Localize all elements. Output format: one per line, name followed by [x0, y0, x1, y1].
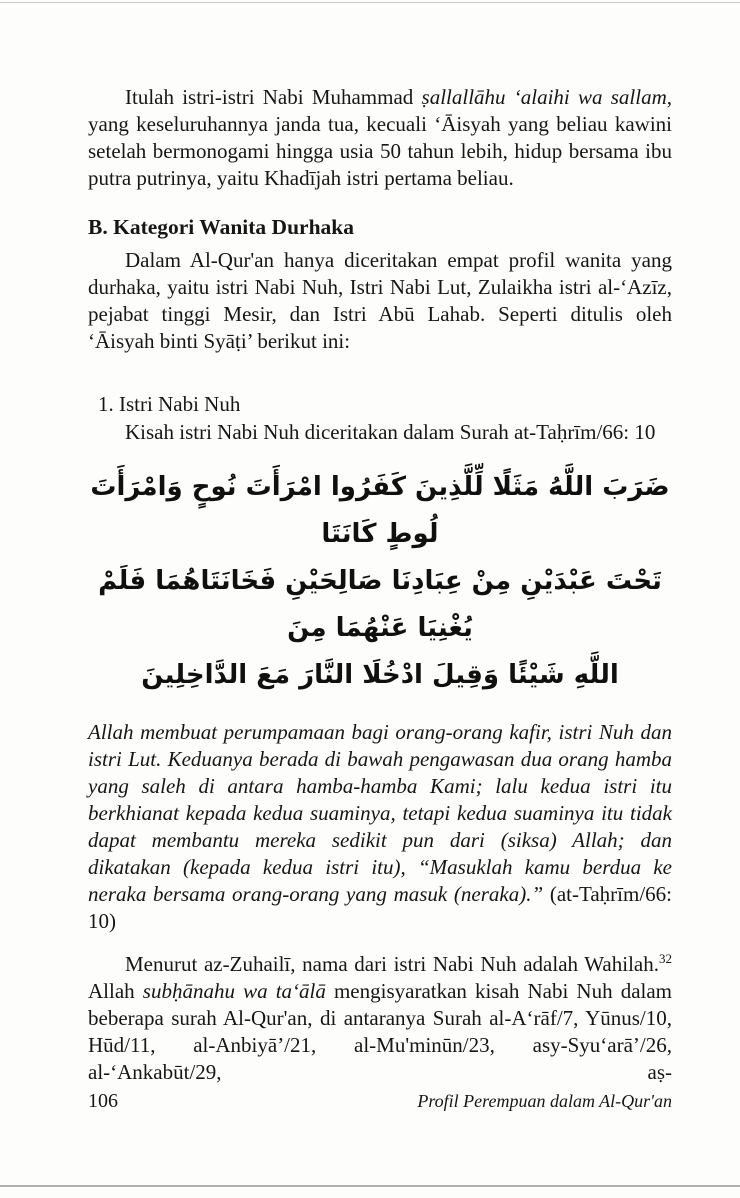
- intro-paragraph: [88, 84, 672, 192]
- closing-paragraph: [88, 951, 672, 1086]
- closing-text-3: mengisyaratkan kisah Nabi Nuh dalam beberapa surah Al-Qur'an, di antaranya Surah al-A‘rāf/7, Yūnus/10, Hūd/11, al-Anbiyā’/21, al-Mu'minūn/23, asy-Syu‘arā’/26, al-‘Ankabūt/29, aṣ-: [88, 979, 673, 1084]
- footnote-marker: 32: [659, 951, 672, 966]
- arabic-verse-line-2: تَحْتَ عَبْدَيْنِ مِنْ عِبَادِنَا صَالِحَيْنِ فَخَانَتَاهُمَا فَلَمْ يُغْنِيَا عَنْهُمَا مِنَ: [98, 566, 662, 643]
- running-title: Profil Perempuan dalam Al-Qur'an: [417, 1091, 672, 1111]
- subsection-intro-paragraph: Kisah istri Nabi Nuh diceritakan dalam Surah at-Taḥrīm/66: 10: [125, 420, 656, 444]
- closing-text-1: Menurut az-Zuhailī, nama dari istri Nabi Nuh adalah Wahilah.: [125, 952, 659, 976]
- arabic-verse-line-1: ضَرَبَ اللَّهُ مَثَلًا لِّلَّذِينَ كَفَرُوا امْرَأَتَ نُوحٍ وَامْرَأَتَ لُوطٍ كَانَتَا: [90, 472, 670, 549]
- closing-text-2: Allah: [88, 979, 143, 1003]
- section-heading: B. Kategori Wanita Durhaka: [88, 215, 354, 239]
- intro-text-after: , yang keseluruhannya janda tua, kecuali ‘Āisyah yang beliau kawini setelah bermonogami hingga usia 50 tahun lebih, hidup bersama ibu putra putrinya, yaitu Khadījah istri pertama beliau.: [88, 85, 672, 190]
- verse-translation-italic: Allah membuat perumpamaan bagi orang-orang kafir, istri Nuh dan istri Lut. Keduanya berada di bawah pengawasan dua orang hamba yang saleh di antara hamba-hamba Kami; lalu kedua istri itu berkhianat kepada kedua suaminya, tetapi kedua suaminya itu tidak dapat membantu mereka sedikit pun dari (siksa) Allah; dan dikatakan (kepada kedua istri itu), “Masuklah kamu berdua ke neraka bersama orang-orang yang masuk (neraka).”: [88, 720, 672, 906]
- page-content: [88, 84, 672, 1086]
- quran-arabic-verse: [88, 464, 672, 699]
- intro-text-before: Itulah istri-istri Nabi Muhammad: [125, 85, 422, 109]
- page-number: 106: [88, 1090, 118, 1112]
- section-intro-paragraph: Dalam Al-Qur'an hanya diceritakan empat profil wanita yang durhaka, yaitu istri Nabi Nuh, Istri Nabi Lut, Zulaikha istri al-‘Azīz, pejabat tinggi Mesir, dan Istri Abū Lahab. Seperti ditulis oleh ‘Āisyah binti Syāṭi’ berikut ini:: [88, 248, 672, 353]
- page-footer: [88, 1090, 672, 1113]
- closing-honorific-italic: subḥānahu wa ta‘ālā: [142, 979, 326, 1003]
- arabic-verse-line-3: اللَّهِ شَيْئًا وَقِيلَ ادْخُلَا النَّارَ مَعَ الدَّاخِلِينَ: [141, 660, 619, 690]
- honorific-italic: ṣallallāhu ‘alaihi wa sallam: [421, 85, 667, 109]
- page-edge-top: [0, 2, 740, 3]
- verse-reference: (at-Taḥrīm/66: 10): [88, 882, 673, 933]
- page-edge-bottom: [0, 1185, 740, 1187]
- verse-translation-paragraph: [88, 719, 672, 935]
- subsection-title: 1. Istri Nabi Nuh: [98, 392, 241, 416]
